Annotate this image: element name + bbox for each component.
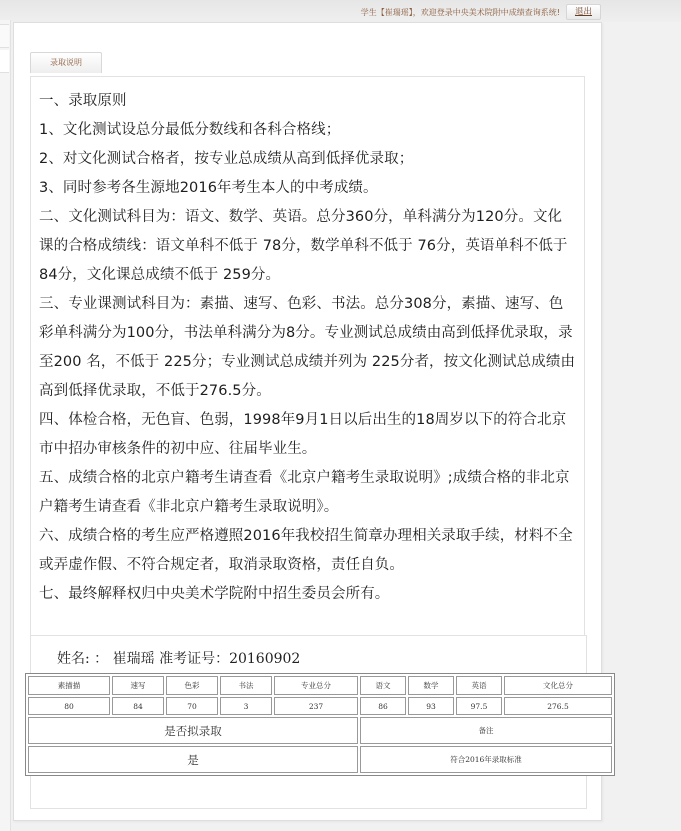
left-sidebar-edge bbox=[0, 20, 11, 831]
rules-heading: 一、录取原则 bbox=[39, 93, 127, 109]
header-english: 英语 bbox=[456, 676, 502, 695]
admission-header-row bbox=[28, 717, 612, 744]
score-quick-sketch: 84 bbox=[112, 697, 164, 715]
rule-item: 1、文化测试设总分最低分数线和各科合格线； bbox=[39, 122, 341, 138]
admission-rules bbox=[30, 76, 585, 639]
score-professional-total: 237 bbox=[274, 697, 358, 715]
score-sketch: 80 bbox=[28, 697, 110, 715]
rule-section: 七、最终解释权归中央美术学院附中招生委员会所有。 bbox=[39, 586, 390, 602]
score-english: 97.5 bbox=[456, 697, 502, 715]
header-quick-sketch: 速写 bbox=[112, 676, 164, 695]
admission-label: 是否拟录取 bbox=[28, 717, 358, 744]
rule-section: 五、成绩合格的北京户籍考生请查看《北京户籍考生录取说明》;成绩合格的非北京户籍考生请查看《非北京户籍考生录取说明》。 bbox=[39, 470, 570, 515]
rule-section: 三、专业课测试科目为：素描、速写、色彩、书法。总分308分，素描、速写、色彩单科满分为100分，书法单科满分为8分。专业测试总成绩由高到低择优录取，录至200 名，不低于 225分；专业测试总成绩并列为 225分者，按文化测试总成绩由高到低择优录取，不低于276.5分。 bbox=[39, 296, 576, 399]
table-header-row bbox=[28, 676, 612, 695]
admission-status: 是 bbox=[28, 746, 358, 773]
sidebar-stub bbox=[0, 50, 9, 73]
header-math: 数学 bbox=[408, 676, 454, 695]
score-calligraphy: 3 bbox=[220, 697, 272, 715]
logout-button[interactable]: 退出 bbox=[566, 4, 601, 20]
header-color: 色彩 bbox=[166, 676, 218, 695]
admission-value-row bbox=[28, 746, 612, 773]
header-professional-total: 专业总分 bbox=[274, 676, 358, 695]
header-chinese: 语文 bbox=[360, 676, 406, 695]
header-sketch: 素描描 bbox=[28, 676, 110, 695]
top-bar bbox=[361, 4, 601, 20]
rule-item: 3、同时参考各生源地2016年考生本人的中考成绩。 bbox=[39, 180, 378, 196]
rule-section: 四、体检合格，无色盲、色弱，1998年9月1日以后出生的18周岁以下的符合北京市中招办审核条件的初中应、往届毕业生。 bbox=[39, 412, 567, 457]
sidebar-stub bbox=[0, 24, 9, 48]
rule-section: 六、成绩合格的考生应严格遵照2016年我校招生简章办理相关录取手续，材料不全或弄虚作假、不符合规定者，取消录取资格，责任自负。 bbox=[39, 528, 573, 573]
remark-value: 符合2016年录取标准 bbox=[360, 746, 612, 773]
score-culture-total: 276.5 bbox=[504, 697, 612, 715]
remark-label: 备注 bbox=[360, 717, 612, 744]
rule-item: 2、对文化测试合格者，按专业总成绩从高到低择优录取； bbox=[39, 151, 414, 167]
tab-admission-notes[interactable]: 录取说明 bbox=[30, 52, 102, 73]
table-row bbox=[28, 697, 612, 715]
score-color: 70 bbox=[166, 697, 218, 715]
welcome-message: 学生【崔瑞瑶】，欢迎登录中央美术院附中成绩查询系统! bbox=[360, 7, 560, 17]
score-chinese: 86 bbox=[360, 697, 406, 715]
student-info: 姓名: ： 崔瑞瑶 准考证号：20160902 bbox=[57, 651, 301, 667]
score-table bbox=[25, 673, 615, 776]
header-calligraphy: 书法 bbox=[220, 676, 272, 695]
rule-section: 二、文化测试科目为：语文、数学、英语。总分360分，单科满分为120分。文化课的合格成绩线：语文单科不低于 78分，数学单科不低于 76分，英语单科不低于84分，文化课总成绩不低于 259分。 bbox=[39, 209, 568, 283]
score-math: 93 bbox=[408, 697, 454, 715]
header-culture-total: 文化总分 bbox=[504, 676, 612, 695]
